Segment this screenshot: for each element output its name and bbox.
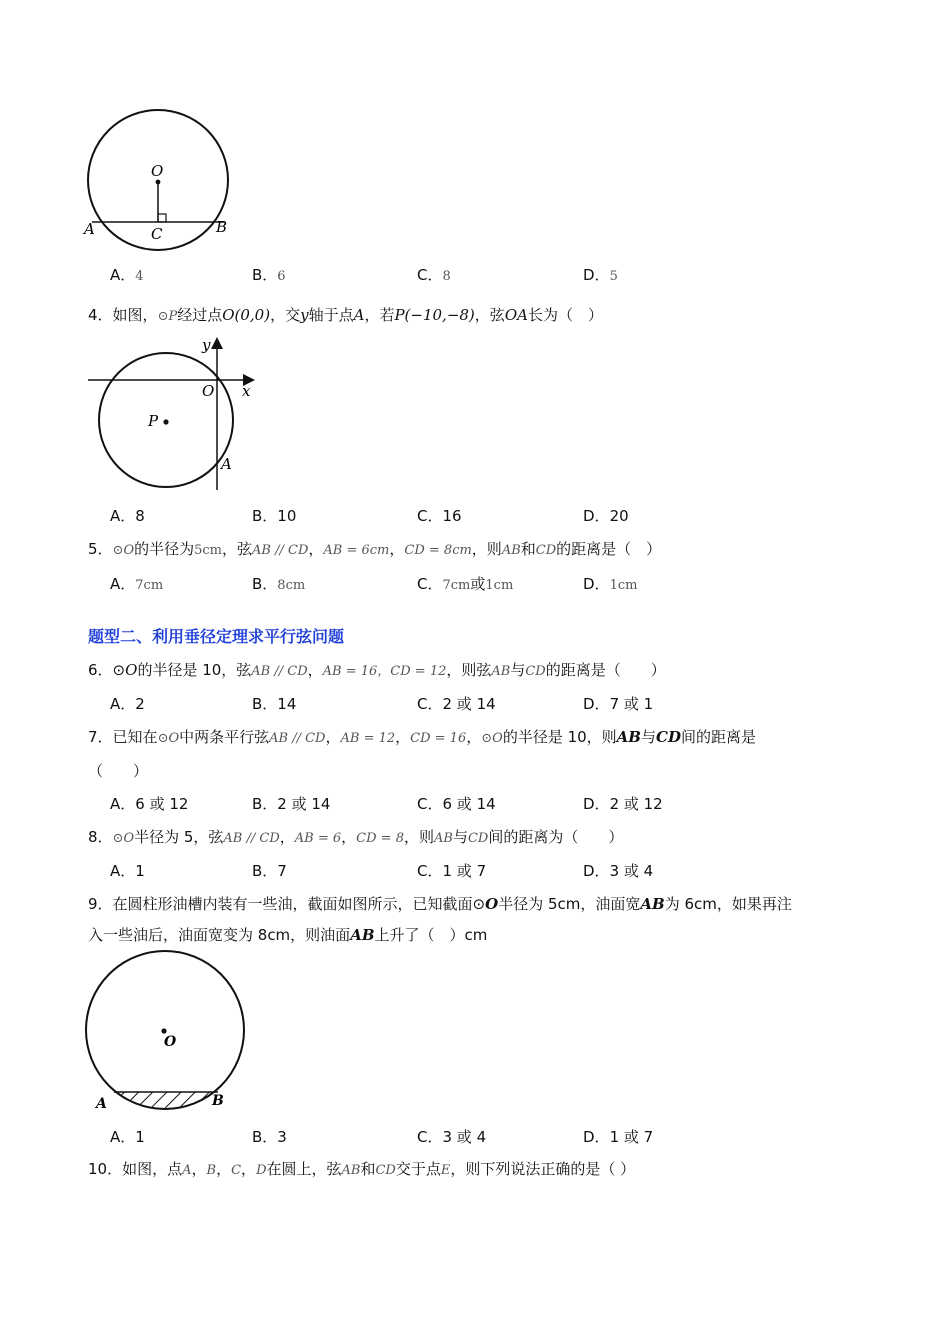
text-span: 20	[609, 507, 629, 525]
text-span: 8	[135, 507, 145, 525]
text-span: ⊙	[112, 661, 126, 679]
text-span: 的半径是 10，则	[502, 728, 617, 746]
text-span: ，	[307, 661, 323, 679]
text-span: 经过点	[177, 306, 223, 324]
fig3-label-C: C	[151, 225, 163, 243]
text-span: A．	[110, 862, 136, 880]
fig3-label-A: A	[84, 220, 95, 238]
text-span: CD = 8	[356, 831, 404, 846]
text-span: ，	[389, 540, 405, 558]
figure-q4-circle-axes	[84, 336, 264, 496]
text-span: 的距离是（ ）	[545, 661, 666, 679]
text-span: 10．	[88, 1160, 123, 1178]
text-span: B．	[252, 266, 278, 284]
q4-option-d[interactable]	[583, 505, 629, 526]
text-span: C．	[417, 695, 443, 713]
text-span: ⊙O	[157, 731, 180, 746]
text-span: ⊙O	[481, 731, 503, 746]
text-span: ，则	[471, 540, 502, 558]
text-span: D．	[583, 575, 610, 593]
text-span: 1 或 7	[442, 862, 487, 880]
text-span: 2 或 14	[442, 695, 496, 713]
text-span: AB // CD	[223, 831, 280, 846]
text-span: 6 或 14	[442, 795, 496, 813]
text-span: C．	[417, 266, 443, 284]
text-span: O(0,0)	[222, 306, 271, 324]
text-span: 交于点	[395, 1160, 441, 1178]
text-span: 8．	[88, 828, 113, 846]
text-span: 与	[641, 728, 657, 746]
text-span: D．	[583, 795, 610, 813]
q3-option-b[interactable]	[252, 264, 286, 285]
text-span: 6	[277, 269, 286, 284]
fig9-label-A: A	[96, 1096, 107, 1112]
text-span: ，	[325, 728, 341, 746]
text-span: ，	[341, 828, 357, 846]
text-span: CD	[375, 1163, 396, 1178]
text-span: ，	[279, 828, 295, 846]
text-span: 7．	[88, 728, 113, 746]
q7-option-b[interactable]	[252, 793, 330, 814]
text-span: 8	[442, 269, 451, 284]
text-span: 7 或 1	[609, 695, 654, 713]
text-span: 7cm	[135, 578, 164, 593]
text-span: C．	[417, 507, 443, 525]
text-span: A．	[110, 795, 136, 813]
question-7	[88, 726, 756, 747]
text-span: 与	[452, 828, 468, 846]
text-span: 如图，	[112, 306, 158, 324]
text-span: 2 或 14	[277, 795, 331, 813]
fig9-label-B: B	[212, 1093, 224, 1109]
text-span: AB	[491, 664, 511, 679]
text-span: B．	[252, 575, 278, 593]
text-span: 3	[277, 1128, 287, 1146]
question-7-paren: （ ）	[88, 762, 149, 780]
fig3-label-B: B	[216, 218, 228, 236]
text-span: OA	[504, 306, 528, 324]
text-span: AB // CD	[252, 543, 309, 558]
text-span: 4	[135, 269, 144, 284]
text-span: B．	[252, 695, 278, 713]
text-span: A	[182, 1163, 192, 1178]
text-span: ，	[241, 1160, 257, 1178]
text-span: B．	[252, 507, 278, 525]
text-span: A．	[110, 266, 136, 284]
q8-option-b[interactable]	[252, 860, 287, 881]
q5-option-d[interactable]	[583, 573, 637, 594]
text-span: AB = 6cm	[323, 543, 390, 558]
q6-option-c[interactable]	[417, 693, 496, 714]
q9-option-a[interactable]	[110, 1126, 145, 1147]
text-span: AB = 6	[294, 831, 342, 846]
q4-option-b[interactable]	[252, 505, 296, 526]
text-span: CD	[525, 664, 546, 679]
q3-option-d[interactable]	[583, 264, 618, 285]
text-span: ，	[395, 728, 411, 746]
text-span: 16	[442, 507, 462, 525]
text-span: 6 或 12	[135, 795, 189, 813]
text-span: y	[300, 306, 309, 324]
text-span: 3 或 4	[442, 1128, 487, 1146]
fig4-label-O: O	[202, 382, 215, 400]
text-span: 1cm	[609, 578, 638, 593]
fig4-label-P: P	[148, 412, 159, 430]
text-span: 的距离是（ ）	[556, 540, 662, 558]
question-5	[88, 538, 661, 559]
text-span: 1cm	[485, 578, 514, 593]
text-span: 半径为 5cm，油面宽	[498, 895, 641, 913]
text-span: 5．	[88, 540, 113, 558]
text-span: AB	[341, 1163, 361, 1178]
text-span: 中两条平行弦	[179, 728, 270, 746]
text-span: 入一些油后，油面宽变为 8cm，则油面	[88, 926, 351, 944]
text-span: 2	[135, 695, 145, 713]
q5-option-b[interactable]	[252, 573, 305, 594]
text-span: ⊙O	[112, 543, 135, 558]
fig4-label-y: y	[202, 336, 211, 354]
text-span: 7cm	[442, 578, 471, 593]
text-span: D．	[583, 862, 610, 880]
text-span: ，则下列说法正确的是（ ）	[450, 1160, 636, 1178]
fig3-label-O: O	[151, 162, 164, 180]
text-span: B．	[252, 795, 278, 813]
text-span: C	[231, 1163, 242, 1178]
text-span: A．	[110, 575, 136, 593]
q8-option-d[interactable]	[583, 860, 653, 881]
text-span: ⊙P	[157, 309, 178, 324]
q9-option-c[interactable]	[417, 1126, 486, 1147]
q9-option-b[interactable]	[252, 1126, 287, 1147]
text-span: ，	[466, 728, 482, 746]
q7-option-c[interactable]	[417, 793, 496, 814]
text-span: ，	[191, 1160, 207, 1178]
question-6	[88, 659, 666, 680]
text-span: AB	[350, 926, 375, 944]
text-span: CD	[535, 543, 557, 558]
text-span: ，则弦	[446, 661, 492, 679]
text-span: 在圆柱形油槽内装有一些油，截面如图所示，已知截面⊙	[112, 895, 486, 913]
text-span: D．	[583, 266, 610, 284]
text-span: AB	[616, 728, 641, 746]
text-span: 5	[609, 269, 618, 284]
text-span: CD = 8cm	[404, 543, 472, 558]
text-span: A．	[110, 1128, 136, 1146]
q4-option-c[interactable]	[417, 505, 462, 526]
text-span: 轴于点	[308, 306, 354, 324]
text-span: P(−10,−8)	[394, 306, 475, 324]
text-span: D．	[583, 695, 610, 713]
q6-option-d[interactable]	[583, 693, 653, 714]
q8-option-a[interactable]	[110, 860, 145, 881]
text-span: 或	[470, 575, 486, 593]
text-span: A．	[110, 507, 136, 525]
text-span: ，弦	[474, 306, 505, 324]
text-span: 的半径是 10，弦	[137, 661, 252, 679]
text-span: 在圆上，弦	[266, 1160, 342, 1178]
text-span: AB = 16，CD = 12	[322, 664, 447, 679]
question-9-line-2	[88, 924, 487, 945]
section-heading: 题型二、利用垂径定理求平行弦问题	[88, 627, 345, 646]
text-span: CD = 16	[410, 731, 467, 746]
q4-option-a[interactable]	[110, 505, 145, 526]
text-span: ，若	[364, 306, 395, 324]
text-span: 长为（ ）	[527, 306, 603, 324]
q5-option-c[interactable]	[417, 573, 513, 594]
text-span: ，弦	[222, 540, 253, 558]
figure-q9-oil-tank	[84, 948, 254, 1116]
text-span: 7	[277, 862, 287, 880]
text-span: ，	[216, 1160, 232, 1178]
text-span: 上升了（ ）cm	[374, 926, 488, 944]
text-span: 为 6cm，如果再注	[664, 895, 792, 913]
question-4	[88, 304, 603, 325]
text-span: C．	[417, 575, 443, 593]
q9-option-d[interactable]	[583, 1126, 653, 1147]
q7-option-a[interactable]	[110, 793, 188, 814]
text-span: AB // CD	[251, 664, 308, 679]
text-span: AB // CD	[269, 731, 326, 746]
figure-q3-circle-chord	[78, 108, 248, 258]
text-span: A	[353, 306, 365, 324]
text-span: 的半径为	[134, 540, 195, 558]
text-span: B．	[252, 1128, 278, 1146]
text-span: CD	[467, 831, 489, 846]
q6-option-a[interactable]	[110, 693, 145, 714]
text-span: O	[485, 895, 499, 913]
text-span: 已知在	[112, 728, 158, 746]
text-span: 1	[135, 1128, 145, 1146]
question-10	[88, 1158, 635, 1179]
text-span: 1 或 7	[609, 1128, 654, 1146]
text-span: A．	[110, 695, 136, 713]
q5-option-a[interactable]	[110, 573, 163, 594]
q8-option-c[interactable]	[417, 860, 486, 881]
text-span: C．	[417, 862, 443, 880]
text-span: 和	[520, 540, 536, 558]
q7-option-d[interactable]	[583, 793, 663, 814]
text-span: C．	[417, 795, 443, 813]
text-span: E	[440, 1163, 451, 1178]
text-span: 半径为 5，弦	[134, 828, 224, 846]
text-span: D．	[583, 1128, 610, 1146]
text-span: AB	[640, 895, 665, 913]
text-span: ，交	[270, 306, 301, 324]
text-span: O	[125, 661, 138, 679]
fig9-label-O: O	[164, 1034, 177, 1050]
question-8	[88, 826, 623, 847]
text-span: ，则	[403, 828, 434, 846]
text-span: AB	[501, 543, 521, 558]
text-span: D．	[583, 507, 610, 525]
text-span: D	[256, 1163, 267, 1178]
text-span: 与	[510, 661, 526, 679]
text-span: C．	[417, 1128, 443, 1146]
text-span: 和	[360, 1160, 376, 1178]
text-span: 10	[277, 507, 297, 525]
text-span: 6．	[88, 661, 113, 679]
text-span: 8cm	[277, 578, 306, 593]
q3-option-c[interactable]	[417, 264, 451, 285]
text-span: AB	[434, 831, 453, 846]
fig4-label-x: x	[242, 382, 251, 400]
question-9-line-1	[88, 893, 792, 914]
text-span: 9．	[88, 895, 113, 913]
text-span: B	[206, 1163, 217, 1178]
q3-option-a[interactable]	[110, 264, 144, 285]
text-span: ，	[308, 540, 324, 558]
text-span: 如图，点	[122, 1160, 183, 1178]
text-span: 间的距离为（ ）	[488, 828, 624, 846]
q6-option-b[interactable]	[252, 693, 296, 714]
text-span: B．	[252, 862, 278, 880]
text-span: ⊙O	[112, 831, 135, 846]
text-span: 1	[135, 862, 145, 880]
text-span: 间的距离是	[680, 728, 756, 746]
text-span: 5cm	[194, 543, 223, 558]
text-span: 2 或 12	[609, 795, 663, 813]
text-span: 4．	[88, 306, 113, 324]
text-span: 3 或 4	[609, 862, 654, 880]
text-span: CD	[656, 728, 681, 746]
fig4-label-A: A	[221, 455, 232, 473]
text-span: 14	[277, 695, 297, 713]
text-span: AB = 12	[340, 731, 396, 746]
